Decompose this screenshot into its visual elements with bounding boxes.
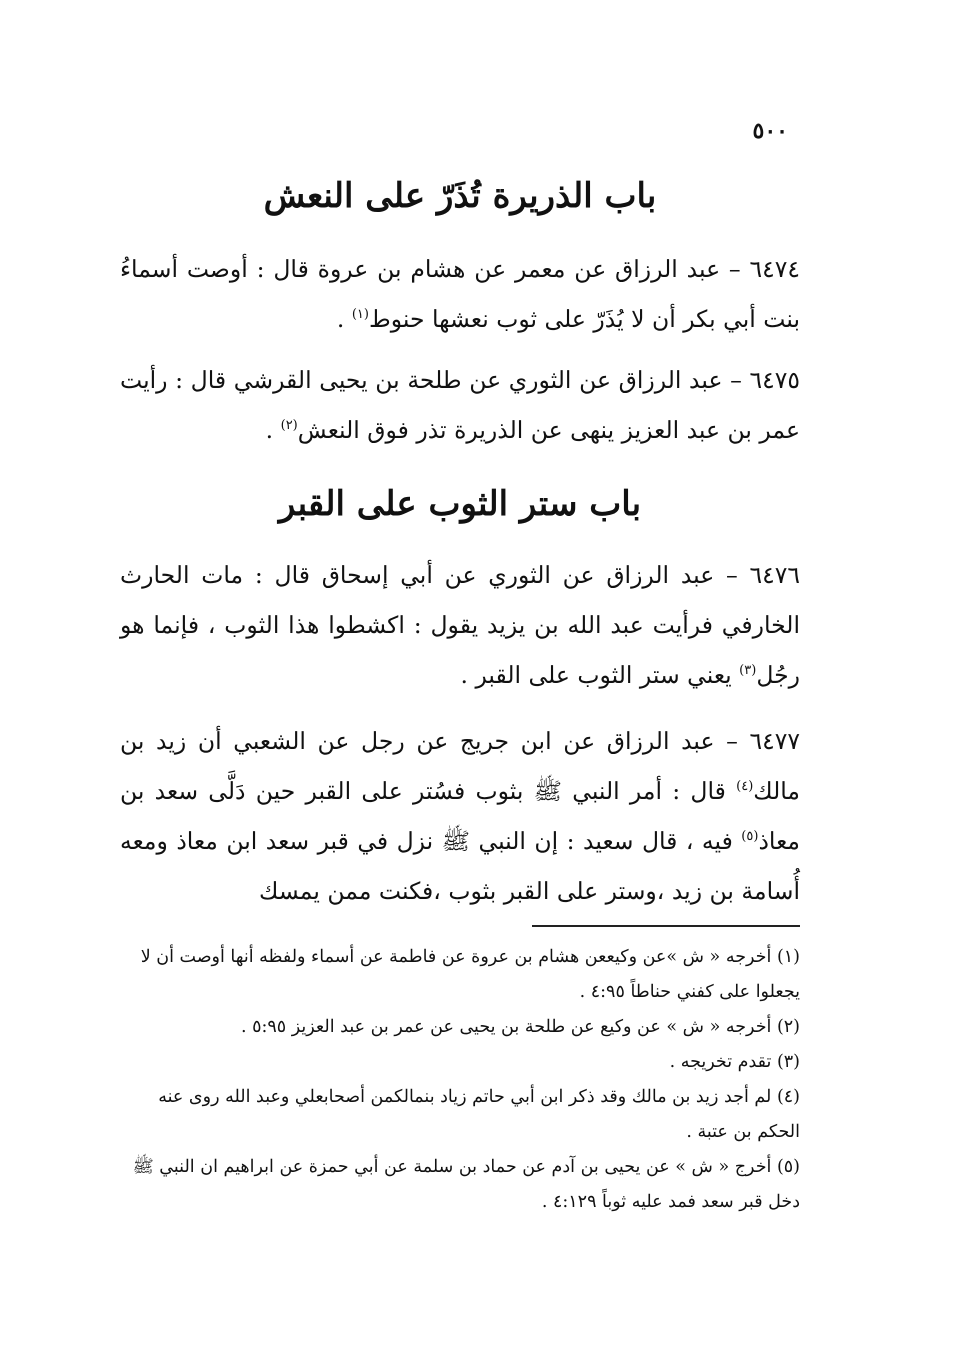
footnote-number: (٣)	[776, 1052, 800, 1072]
hadith-end: يعني ستر الثوب على القبر .	[460, 661, 740, 689]
chapter-title: باب ستر الثوب على القبر	[278, 484, 642, 524]
hadith-6477	[120, 716, 800, 916]
footnote-2	[120, 1010, 800, 1045]
footnote-text: أخرجه « ش »عن وكيععن هشام بن عروة عن فاطمة عن أسماء ولفظه أنها أوصت أن لا يجعلوا على كفني حناطاً ٤:٩٥ .	[140, 947, 800, 1002]
footnote-3	[120, 1045, 800, 1080]
footnote-ref[interactable]: (٥)	[741, 829, 759, 845]
hadith-number: ٦٤٧٧	[749, 727, 800, 755]
footnotes	[120, 940, 800, 1220]
hadith-6476	[120, 550, 800, 700]
footnote-ref[interactable]: (٤)	[736, 779, 754, 795]
hadith-end: .	[336, 305, 352, 333]
hadith-6475	[120, 355, 800, 455]
hadith-text: – عبد الرزاق عن معمر عن هشام بن عروة قال : أوصت أسماءُ بنت أبي بكر أن لا يُذَرّ على ثوب نعشها حنوط	[120, 255, 800, 333]
hadith-text: – عبد الرزاق عن ابن جريج عن رجل عن الشعبي أن زيد بن مالك	[120, 727, 800, 805]
footnote-number: (١)	[776, 947, 800, 967]
footnote-text: تقدم تخريجه .	[669, 1052, 777, 1072]
footnote-number: (٢)	[776, 1017, 800, 1037]
footnote-text: لم أجد زيد بن مالك وقد ذكر ابن أبي حاتم زياد بنمالكمن أصحابعلي وعبد الله روى عنه الحكم بن عتبة .	[158, 1087, 800, 1142]
hadith-number: ٦٤٧٤	[749, 255, 800, 283]
hadith-end: .	[265, 416, 281, 444]
footnote-number: (٤)	[776, 1087, 800, 1107]
footnote-1	[120, 940, 800, 1010]
hadith-6474	[120, 244, 800, 344]
hadith-text: فيه ، قال سعيد : إن النبي ﷺ نزل في قبر سعد ابن معاذ ومعه أُسامة بن زيد ،وستر على القبر بثوب ،فكنت ممن يمسك	[120, 827, 800, 905]
chapter-title: باب الذريرة تُذَرّ على النعش	[263, 176, 657, 216]
footnote-text: أخرج « ش » عن يحيى بن آدم عن حماد بن سلمة عن أبي حمزة عن ابراهيم ان النبي ﷺ دخل قبر سعد فمد عليه ثوباً ٤:١٢٩ .	[132, 1157, 800, 1212]
hadith-text: – عبد الرزاق عن الثوري عن طلحة بن يحيى القرشي قال : رأيت عمر بن عبد العزيز ينهى عن الذريرة تذر فوق النعش	[120, 366, 800, 444]
footnote-number: (٥)	[776, 1157, 800, 1177]
footnote-5	[120, 1150, 800, 1220]
footnote-4	[120, 1080, 800, 1150]
hadith-text: – عبد الرزاق عن الثوري عن أبي إسحاق قال : مات الحارث الخارفي فرأيت عبد الله بن يزيد يقول : اكشطوا هذا الثوب ، فإنما هو رجُل	[120, 561, 800, 689]
footnote-ref[interactable]: (١)	[351, 307, 369, 323]
page-number: ٥٠٠	[752, 118, 788, 144]
hadith-text: قال : أمر النبي ﷺ بثوب فسُتر على القبر حين دَلَّى سعد بن معاذ	[120, 777, 800, 855]
footnote-divider	[532, 925, 800, 927]
footnote-text: أخرجه « ش » عن وكيع عن طلحة بن يحيى عن عمر بن عبد العزيز ٥:٩٥ .	[240, 1017, 777, 1037]
book-page	[120, 0, 800, 1372]
hadith-number: ٦٤٧٦	[749, 561, 800, 589]
hadith-number: ٦٤٧٥	[749, 366, 800, 394]
footnote-ref[interactable]: (٣)	[739, 663, 757, 679]
footnote-ref[interactable]: (٢)	[280, 418, 298, 434]
